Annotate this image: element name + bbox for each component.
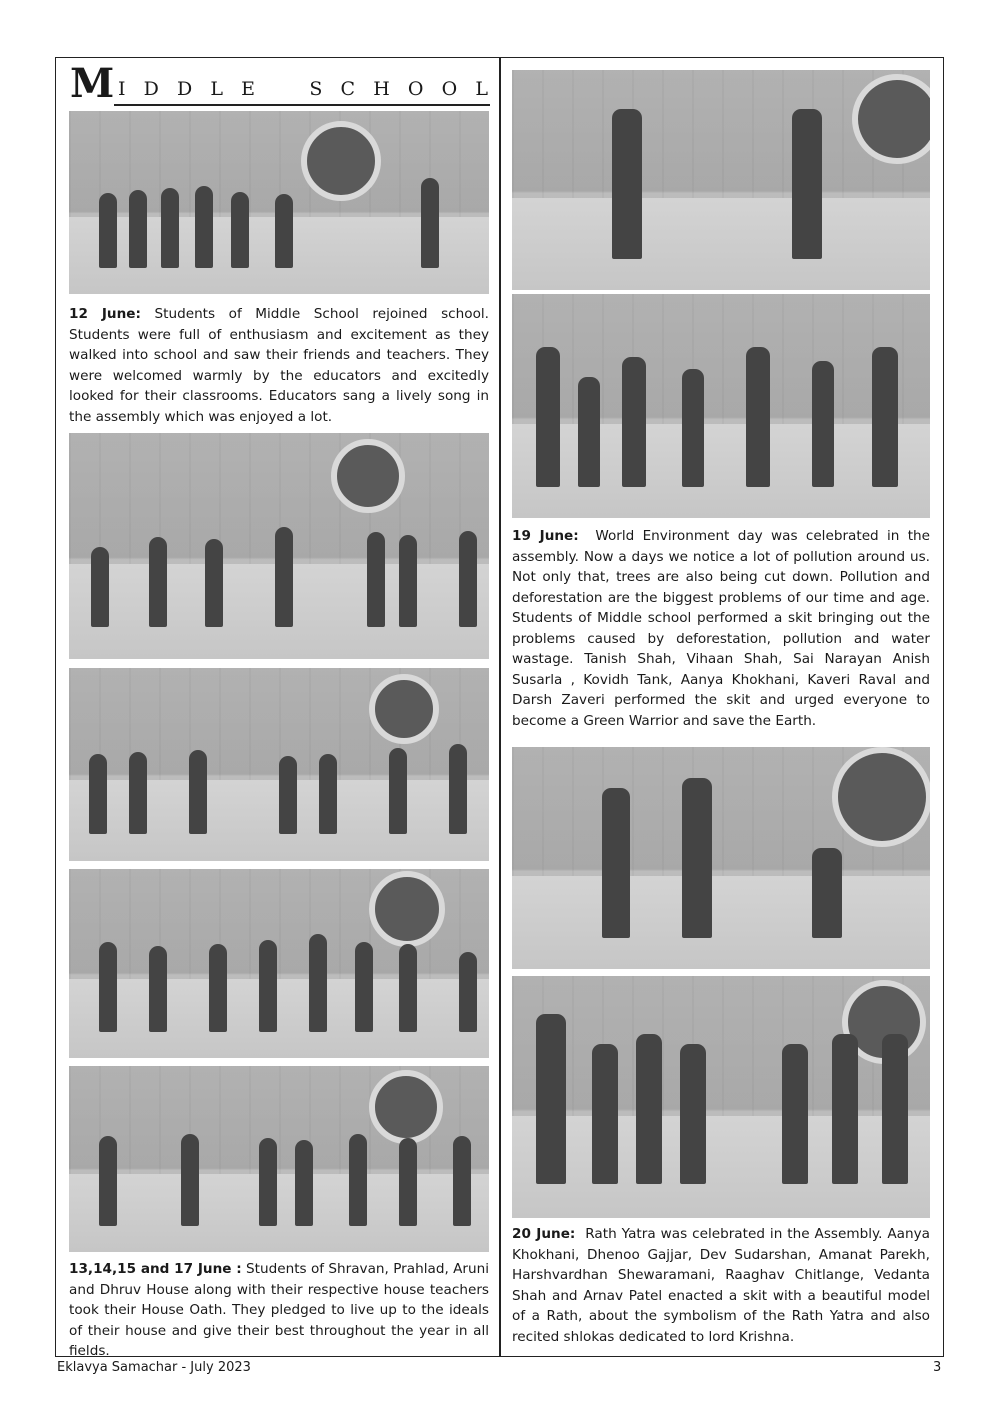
caption-date: 19 June: bbox=[512, 528, 579, 544]
photo-house-oath-3 bbox=[69, 869, 489, 1058]
title-letter: H bbox=[373, 78, 390, 100]
title-initial: M bbox=[70, 60, 115, 107]
caption-text: World Environment day was celebrated in the assembly. Now a days we notice a lot of pollution around us. Not only that, trees are also being cut down. Pollution and deforestation are the biggest problems of our time and age. Students of Middle school performed a skit bringing out the problems caused by deforestation, pollution and water wastage. Tanish Shah, Vihaan Shah, Sai Narayan Anish Susarla , Kovidh Tank, Aanya Khokhani, Kaveri Raval and Darsh Zaveri performed the skit and urged everyone to become a Green Warrior and save the Earth. bbox=[512, 528, 930, 729]
title-rule bbox=[114, 104, 490, 106]
title-letter: O bbox=[407, 78, 424, 100]
title-letter: I bbox=[118, 78, 126, 100]
title-letter: D bbox=[177, 78, 193, 100]
footer-publication: Eklavya Samachar - July 2023 bbox=[57, 1360, 251, 1375]
title-letter: L bbox=[210, 78, 224, 100]
title-letters bbox=[118, 78, 488, 100]
column-divider bbox=[499, 57, 501, 1357]
title-letter: O bbox=[441, 78, 458, 100]
title-letter: L bbox=[475, 78, 488, 100]
caption-text: Rath Yatra was celebrated in the Assembly. Aanya Khokhani, Dhenoo Gajjar, Dev Sudarshan, Amanat Parekh, Harshvardhan Shewaramani, Raaghav Chitlange, Vedanta Shah and Arnav Patel enacted a skit with a beautiful model of a Rath, about the symbolism of the Rath Yatra and also recited shlokas dedicated to lord Krishna. bbox=[512, 1226, 931, 1345]
title-letter: C bbox=[340, 78, 356, 100]
photo-skit-2 bbox=[512, 747, 930, 969]
photo-educators-singing bbox=[69, 111, 489, 294]
caption-june-20 bbox=[512, 1224, 930, 1347]
section-title bbox=[70, 60, 490, 107]
caption-date: 12 June: bbox=[69, 306, 141, 322]
caption-june-13 bbox=[69, 1259, 489, 1362]
caption-text: Students of Middle School rejoined school. Students were full of enthusiasm and excitement as they walked into school and saw their friends and teachers. They were welcomed warmly by the educators and excitedly looked for their classrooms. Educators sang a lively song in the assembly which was enjoyed a lot. bbox=[69, 306, 489, 425]
title-space bbox=[273, 78, 291, 100]
caption-june-12 bbox=[69, 304, 489, 427]
photo-skit-1 bbox=[512, 70, 930, 290]
title-letter: S bbox=[309, 78, 323, 100]
title-letter: E bbox=[241, 78, 256, 100]
caption-text: Students of Shravan, Prahlad, Aruni and Dhruv House along with their respective house teachers took their House Oath. They pledged to live up to the ideals of their house and give their best throughout the year in all fields. bbox=[69, 1261, 490, 1359]
caption-date: 20 June: bbox=[512, 1226, 576, 1242]
photo-house-oath-1 bbox=[69, 433, 489, 659]
page-number: 3 bbox=[933, 1360, 942, 1375]
photo-house-oath-4 bbox=[69, 1066, 489, 1252]
photo-students-stage bbox=[512, 294, 930, 518]
photo-rath-yatra bbox=[512, 976, 930, 1218]
caption-june-19 bbox=[512, 526, 930, 731]
title-letter: D bbox=[143, 78, 159, 100]
caption-date: 13,14,15 and 17 June : bbox=[69, 1261, 242, 1277]
photo-house-oath-2 bbox=[69, 668, 489, 861]
